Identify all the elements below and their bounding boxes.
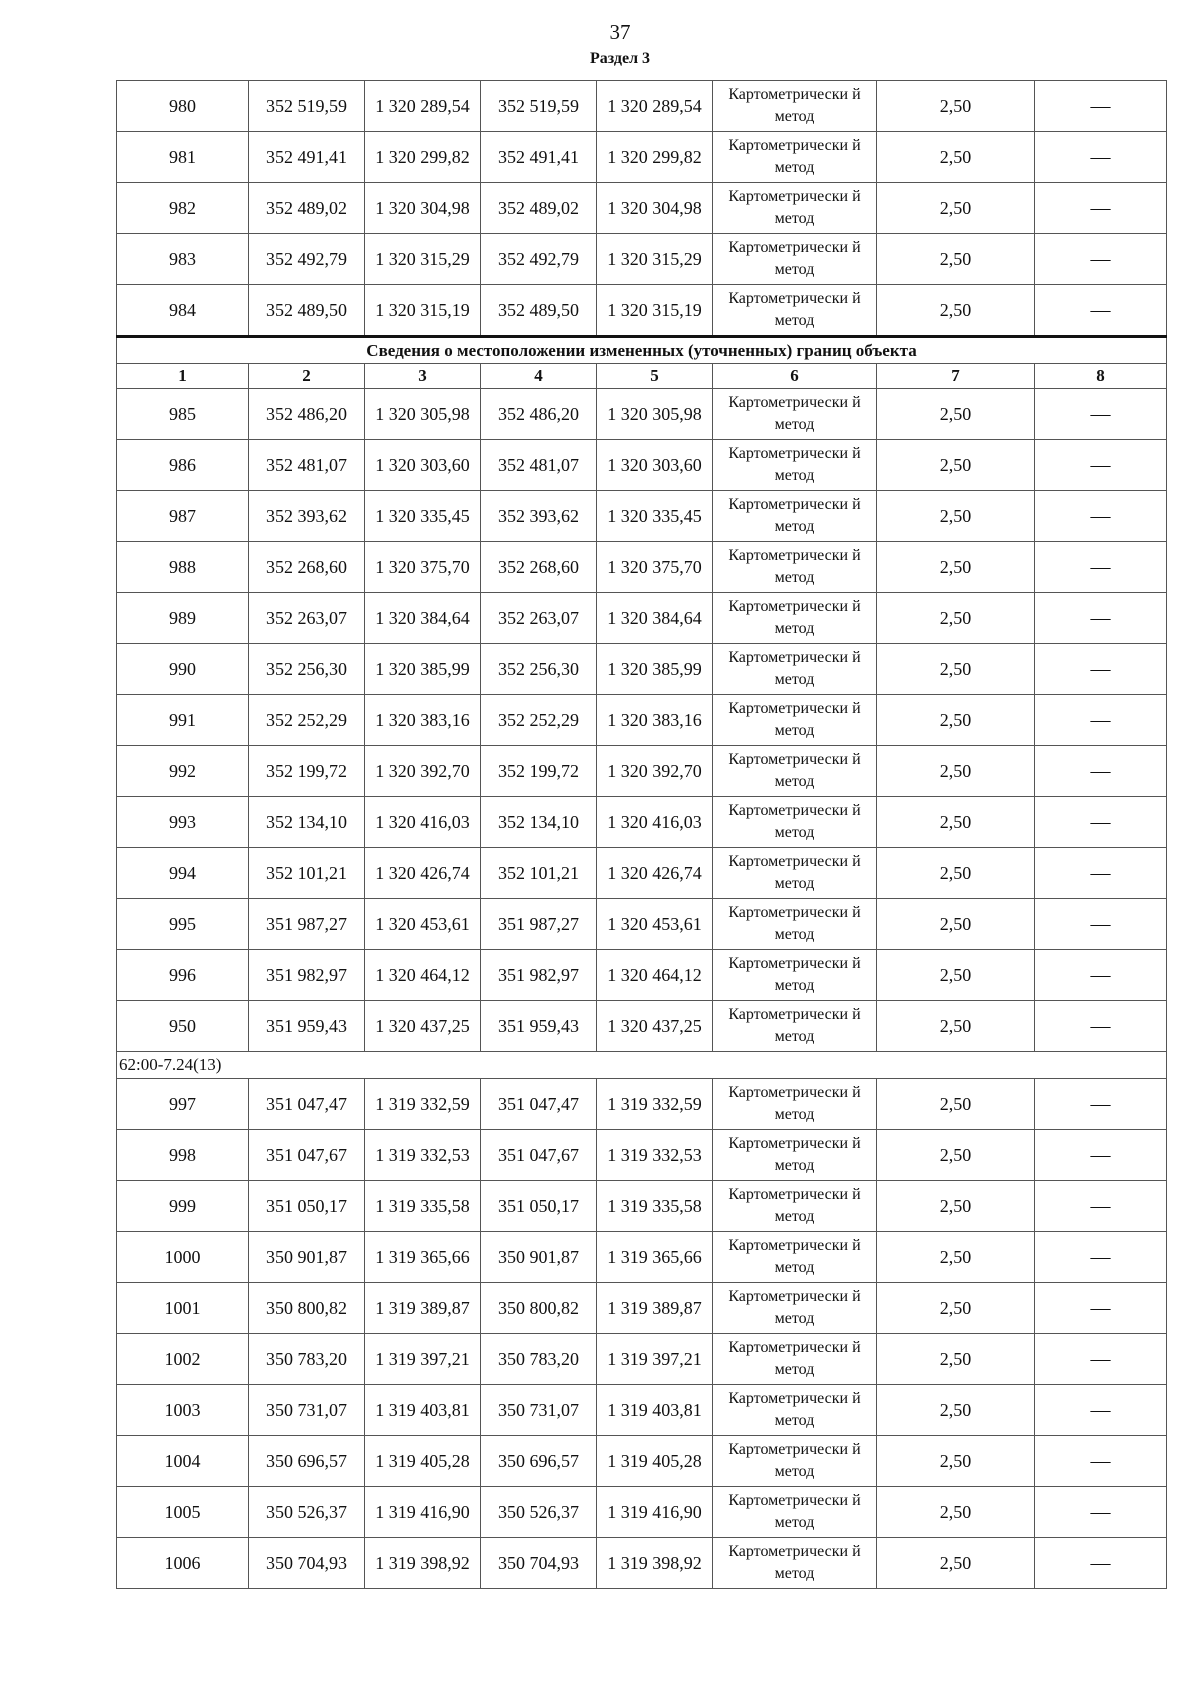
y-new-cell: 1 320 453,61	[597, 899, 713, 950]
point-number-cell: 989	[117, 593, 249, 644]
table-row	[117, 1487, 1167, 1538]
x-new-cell: 352 491,41	[481, 132, 597, 183]
method-cell: Картометрически й метод	[713, 389, 877, 440]
method-cell: Картометрически й метод	[713, 1436, 877, 1487]
y-existing-cell: 1 320 315,19	[365, 285, 481, 337]
point-number-cell: 986	[117, 440, 249, 491]
column-number: 6	[713, 364, 877, 389]
accuracy-cell: 2,50	[877, 797, 1035, 848]
x-new-cell: 351 047,67	[481, 1130, 597, 1181]
table-row	[117, 183, 1167, 234]
y-existing-cell: 1 319 389,87	[365, 1283, 481, 1334]
x-existing-cell: 352 486,20	[249, 389, 365, 440]
method-cell: Картометрически й метод	[713, 234, 877, 285]
column-number: 2	[249, 364, 365, 389]
parcel-subheading-row	[117, 1052, 1167, 1079]
table-row	[117, 491, 1167, 542]
y-existing-cell: 1 319 332,53	[365, 1130, 481, 1181]
method-cell: Картометрически й метод	[713, 440, 877, 491]
x-new-cell: 352 101,21	[481, 848, 597, 899]
description-cell: —	[1035, 1538, 1167, 1589]
y-new-cell: 1 320 384,64	[597, 593, 713, 644]
accuracy-cell: 2,50	[877, 695, 1035, 746]
y-new-cell: 1 320 304,98	[597, 183, 713, 234]
table-row	[117, 1130, 1167, 1181]
x-new-cell: 351 987,27	[481, 899, 597, 950]
x-existing-cell: 350 731,07	[249, 1385, 365, 1436]
y-new-cell: 1 320 375,70	[597, 542, 713, 593]
accuracy-cell: 2,50	[877, 746, 1035, 797]
accuracy-cell: 2,50	[877, 234, 1035, 285]
y-new-cell: 1 320 426,74	[597, 848, 713, 899]
x-new-cell: 352 252,29	[481, 695, 597, 746]
table-row	[117, 1538, 1167, 1589]
y-existing-cell: 1 320 384,64	[365, 593, 481, 644]
point-number-cell: 950	[117, 1001, 249, 1052]
method-cell: Картометрически й метод	[713, 542, 877, 593]
method-cell: Картометрически й метод	[713, 899, 877, 950]
accuracy-cell: 2,50	[877, 1181, 1035, 1232]
description-cell: —	[1035, 797, 1167, 848]
y-new-cell: 1 320 315,29	[597, 234, 713, 285]
x-new-cell: 352 134,10	[481, 797, 597, 848]
point-number-cell: 1004	[117, 1436, 249, 1487]
method-cell: Картометрически й метод	[713, 1334, 877, 1385]
point-number-cell: 1003	[117, 1385, 249, 1436]
column-number: 7	[877, 364, 1035, 389]
point-number-cell: 1005	[117, 1487, 249, 1538]
method-cell: Картометрически й метод	[713, 1130, 877, 1181]
x-existing-cell: 352 101,21	[249, 848, 365, 899]
x-existing-cell: 350 526,37	[249, 1487, 365, 1538]
y-existing-cell: 1 320 437,25	[365, 1001, 481, 1052]
x-new-cell: 352 393,62	[481, 491, 597, 542]
y-existing-cell: 1 319 405,28	[365, 1436, 481, 1487]
table-row	[117, 950, 1167, 1001]
method-cell: Картометрически й метод	[713, 183, 877, 234]
y-new-cell: 1 319 389,87	[597, 1283, 713, 1334]
point-number-cell: 991	[117, 695, 249, 746]
y-existing-cell: 1 319 403,81	[365, 1385, 481, 1436]
description-cell: —	[1035, 950, 1167, 1001]
accuracy-cell: 2,50	[877, 899, 1035, 950]
y-existing-cell: 1 320 299,82	[365, 132, 481, 183]
x-existing-cell: 351 047,67	[249, 1130, 365, 1181]
y-existing-cell: 1 319 416,90	[365, 1487, 481, 1538]
description-cell: —	[1035, 644, 1167, 695]
table-row	[117, 132, 1167, 183]
point-number-cell: 1006	[117, 1538, 249, 1589]
accuracy-cell: 2,50	[877, 542, 1035, 593]
description-cell: —	[1035, 491, 1167, 542]
method-cell: Картометрически й метод	[713, 1283, 877, 1334]
y-existing-cell: 1 320 335,45	[365, 491, 481, 542]
x-existing-cell: 352 481,07	[249, 440, 365, 491]
y-new-cell: 1 319 405,28	[597, 1436, 713, 1487]
y-new-cell: 1 319 332,53	[597, 1130, 713, 1181]
point-number-cell: 981	[117, 132, 249, 183]
accuracy-cell: 2,50	[877, 440, 1035, 491]
y-existing-cell: 1 320 304,98	[365, 183, 481, 234]
x-new-cell: 350 526,37	[481, 1487, 597, 1538]
point-number-cell: 997	[117, 1079, 249, 1130]
y-existing-cell: 1 320 289,54	[365, 81, 481, 132]
y-new-cell: 1 319 416,90	[597, 1487, 713, 1538]
accuracy-cell: 2,50	[877, 491, 1035, 542]
table-row	[117, 797, 1167, 848]
description-cell: —	[1035, 1130, 1167, 1181]
method-cell: Картометрически й метод	[713, 695, 877, 746]
description-cell: —	[1035, 1487, 1167, 1538]
x-existing-cell: 351 047,47	[249, 1079, 365, 1130]
point-number-cell: 994	[117, 848, 249, 899]
accuracy-cell: 2,50	[877, 1538, 1035, 1589]
point-number-cell: 987	[117, 491, 249, 542]
table-row	[117, 542, 1167, 593]
x-existing-cell: 351 050,17	[249, 1181, 365, 1232]
method-cell: Картометрически й метод	[713, 1538, 877, 1589]
description-cell: —	[1035, 593, 1167, 644]
accuracy-cell: 2,50	[877, 1001, 1035, 1052]
coordinates-table	[116, 80, 1167, 1589]
description-cell: —	[1035, 440, 1167, 491]
y-existing-cell: 1 320 315,29	[365, 234, 481, 285]
x-existing-cell: 352 252,29	[249, 695, 365, 746]
point-number-cell: 1000	[117, 1232, 249, 1283]
description-cell: —	[1035, 899, 1167, 950]
method-cell: Картометрически й метод	[713, 132, 877, 183]
x-existing-cell: 352 199,72	[249, 746, 365, 797]
y-new-cell: 1 320 416,03	[597, 797, 713, 848]
table-row	[117, 1001, 1167, 1052]
point-number-cell: 993	[117, 797, 249, 848]
y-existing-cell: 1 319 398,92	[365, 1538, 481, 1589]
accuracy-cell: 2,50	[877, 1487, 1035, 1538]
y-new-cell: 1 319 335,58	[597, 1181, 713, 1232]
table-row	[117, 1181, 1167, 1232]
y-existing-cell: 1 320 305,98	[365, 389, 481, 440]
table-row	[117, 695, 1167, 746]
accuracy-cell: 2,50	[877, 1130, 1035, 1181]
accuracy-cell: 2,50	[877, 389, 1035, 440]
description-cell: —	[1035, 389, 1167, 440]
section-caption-row	[117, 337, 1167, 364]
description-cell: —	[1035, 1436, 1167, 1487]
y-existing-cell: 1 319 332,59	[365, 1079, 481, 1130]
x-existing-cell: 351 982,97	[249, 950, 365, 1001]
x-new-cell: 352 256,30	[481, 644, 597, 695]
y-existing-cell: 1 320 416,03	[365, 797, 481, 848]
y-new-cell: 1 319 398,92	[597, 1538, 713, 1589]
table-row	[117, 1436, 1167, 1487]
point-number-cell: 985	[117, 389, 249, 440]
y-new-cell: 1 319 365,66	[597, 1232, 713, 1283]
point-number-cell: 983	[117, 234, 249, 285]
point-number-cell: 980	[117, 81, 249, 132]
x-existing-cell: 352 256,30	[249, 644, 365, 695]
x-existing-cell: 352 393,62	[249, 491, 365, 542]
accuracy-cell: 2,50	[877, 848, 1035, 899]
method-cell: Картометрически й метод	[713, 1181, 877, 1232]
y-new-cell: 1 319 403,81	[597, 1385, 713, 1436]
description-cell: —	[1035, 695, 1167, 746]
point-number-cell: 984	[117, 285, 249, 337]
column-number: 4	[481, 364, 597, 389]
method-cell: Картометрически й метод	[713, 1487, 877, 1538]
point-number-cell: 998	[117, 1130, 249, 1181]
method-cell: Картометрически й метод	[713, 644, 877, 695]
description-cell: —	[1035, 848, 1167, 899]
point-number-cell: 1001	[117, 1283, 249, 1334]
x-new-cell: 351 982,97	[481, 950, 597, 1001]
x-new-cell: 350 800,82	[481, 1283, 597, 1334]
method-cell: Картометрически й метод	[713, 491, 877, 542]
accuracy-cell: 2,50	[877, 1436, 1035, 1487]
accuracy-cell: 2,50	[877, 132, 1035, 183]
method-cell: Картометрически й метод	[713, 1079, 877, 1130]
method-cell: Картометрически й метод	[713, 950, 877, 1001]
method-cell: Картометрически й метод	[713, 1385, 877, 1436]
accuracy-cell: 2,50	[877, 950, 1035, 1001]
table-row	[117, 1232, 1167, 1283]
x-existing-cell: 352 489,50	[249, 285, 365, 337]
x-existing-cell: 352 519,59	[249, 81, 365, 132]
description-cell: —	[1035, 1232, 1167, 1283]
y-new-cell: 1 320 437,25	[597, 1001, 713, 1052]
x-new-cell: 352 519,59	[481, 81, 597, 132]
y-new-cell: 1 320 289,54	[597, 81, 713, 132]
x-new-cell: 352 489,50	[481, 285, 597, 337]
y-existing-cell: 1 319 397,21	[365, 1334, 481, 1385]
accuracy-cell: 2,50	[877, 1334, 1035, 1385]
y-new-cell: 1 320 383,16	[597, 695, 713, 746]
x-new-cell: 351 050,17	[481, 1181, 597, 1232]
accuracy-cell: 2,50	[877, 81, 1035, 132]
y-new-cell: 1 320 335,45	[597, 491, 713, 542]
table-row	[117, 1334, 1167, 1385]
x-existing-cell: 351 987,27	[249, 899, 365, 950]
y-existing-cell: 1 320 426,74	[365, 848, 481, 899]
y-new-cell: 1 319 397,21	[597, 1334, 713, 1385]
table-row	[117, 848, 1167, 899]
y-existing-cell: 1 319 335,58	[365, 1181, 481, 1232]
y-new-cell: 1 320 392,70	[597, 746, 713, 797]
x-existing-cell: 352 489,02	[249, 183, 365, 234]
description-cell: —	[1035, 81, 1167, 132]
section-caption: Сведения о местоположении измененных (уточненных) границ объекта	[117, 337, 1167, 364]
method-cell: Картометрически й метод	[713, 848, 877, 899]
y-new-cell: 1 320 303,60	[597, 440, 713, 491]
x-new-cell: 352 489,02	[481, 183, 597, 234]
x-existing-cell: 350 901,87	[249, 1232, 365, 1283]
point-number-cell: 1002	[117, 1334, 249, 1385]
description-cell: —	[1035, 234, 1167, 285]
point-number-cell: 982	[117, 183, 249, 234]
table-row	[117, 440, 1167, 491]
column-number: 8	[1035, 364, 1167, 389]
x-existing-cell: 352 268,60	[249, 542, 365, 593]
accuracy-cell: 2,50	[877, 1232, 1035, 1283]
table-row	[117, 1079, 1167, 1130]
x-existing-cell: 351 959,43	[249, 1001, 365, 1052]
y-existing-cell: 1 320 385,99	[365, 644, 481, 695]
x-existing-cell: 350 783,20	[249, 1334, 365, 1385]
x-new-cell: 352 481,07	[481, 440, 597, 491]
accuracy-cell: 2,50	[877, 1079, 1035, 1130]
accuracy-cell: 2,50	[877, 593, 1035, 644]
x-new-cell: 352 268,60	[481, 542, 597, 593]
x-new-cell: 350 704,93	[481, 1538, 597, 1589]
x-new-cell: 350 696,57	[481, 1436, 597, 1487]
x-existing-cell: 352 491,41	[249, 132, 365, 183]
method-cell: Картометрически й метод	[713, 1001, 877, 1052]
table-row	[117, 81, 1167, 132]
y-new-cell: 1 320 299,82	[597, 132, 713, 183]
parcel-subheading: 62:00-7.24(13)	[117, 1052, 1167, 1079]
x-existing-cell: 350 800,82	[249, 1283, 365, 1334]
x-existing-cell: 352 134,10	[249, 797, 365, 848]
point-number-cell: 999	[117, 1181, 249, 1232]
x-new-cell: 351 959,43	[481, 1001, 597, 1052]
y-existing-cell: 1 320 375,70	[365, 542, 481, 593]
x-existing-cell: 352 263,07	[249, 593, 365, 644]
accuracy-cell: 2,50	[877, 1283, 1035, 1334]
column-number: 3	[365, 364, 481, 389]
method-cell: Картометрически й метод	[713, 81, 877, 132]
method-cell: Картометрически й метод	[713, 285, 877, 337]
table-row	[117, 593, 1167, 644]
accuracy-cell: 2,50	[877, 1385, 1035, 1436]
x-new-cell: 352 486,20	[481, 389, 597, 440]
y-new-cell: 1 320 305,98	[597, 389, 713, 440]
table-row	[117, 234, 1167, 285]
y-existing-cell: 1 320 303,60	[365, 440, 481, 491]
point-number-cell: 995	[117, 899, 249, 950]
column-number-row	[117, 364, 1167, 389]
method-cell: Картометрически й метод	[713, 746, 877, 797]
y-new-cell: 1 320 385,99	[597, 644, 713, 695]
x-new-cell: 350 731,07	[481, 1385, 597, 1436]
description-cell: —	[1035, 1181, 1167, 1232]
y-existing-cell: 1 319 365,66	[365, 1232, 481, 1283]
y-existing-cell: 1 320 392,70	[365, 746, 481, 797]
y-existing-cell: 1 320 453,61	[365, 899, 481, 950]
y-existing-cell: 1 320 464,12	[365, 950, 481, 1001]
column-number: 1	[117, 364, 249, 389]
description-cell: —	[1035, 183, 1167, 234]
table-row	[117, 1385, 1167, 1436]
page-number: 37	[609, 20, 631, 44]
x-new-cell: 352 199,72	[481, 746, 597, 797]
accuracy-cell: 2,50	[877, 644, 1035, 695]
accuracy-cell: 2,50	[877, 285, 1035, 337]
section-title: Раздел 3	[589, 50, 651, 67]
table-row	[117, 899, 1167, 950]
x-new-cell: 351 047,47	[481, 1079, 597, 1130]
table-row	[117, 285, 1167, 337]
x-existing-cell: 352 492,79	[249, 234, 365, 285]
y-new-cell: 1 320 315,19	[597, 285, 713, 337]
y-new-cell: 1 320 464,12	[597, 950, 713, 1001]
x-new-cell: 352 492,79	[481, 234, 597, 285]
description-cell: —	[1035, 1334, 1167, 1385]
table-row	[117, 1283, 1167, 1334]
column-number: 5	[597, 364, 713, 389]
description-cell: —	[1035, 132, 1167, 183]
y-new-cell: 1 319 332,59	[597, 1079, 713, 1130]
x-new-cell: 352 263,07	[481, 593, 597, 644]
description-cell: —	[1035, 285, 1167, 337]
description-cell: —	[1035, 542, 1167, 593]
table-row	[117, 644, 1167, 695]
x-existing-cell: 350 704,93	[249, 1538, 365, 1589]
method-cell: Картометрически й метод	[713, 1232, 877, 1283]
description-cell: —	[1035, 1079, 1167, 1130]
x-existing-cell: 350 696,57	[249, 1436, 365, 1487]
method-cell: Картометрически й метод	[713, 593, 877, 644]
x-new-cell: 350 901,87	[481, 1232, 597, 1283]
description-cell: —	[1035, 1385, 1167, 1436]
description-cell: —	[1035, 1001, 1167, 1052]
method-cell: Картометрически й метод	[713, 797, 877, 848]
y-existing-cell: 1 320 383,16	[365, 695, 481, 746]
point-number-cell: 988	[117, 542, 249, 593]
point-number-cell: 996	[117, 950, 249, 1001]
point-number-cell: 990	[117, 644, 249, 695]
table-body	[117, 81, 1167, 1589]
description-cell: —	[1035, 746, 1167, 797]
table-row	[117, 389, 1167, 440]
table-row	[117, 746, 1167, 797]
x-new-cell: 350 783,20	[481, 1334, 597, 1385]
description-cell: —	[1035, 1283, 1167, 1334]
point-number-cell: 992	[117, 746, 249, 797]
accuracy-cell: 2,50	[877, 183, 1035, 234]
